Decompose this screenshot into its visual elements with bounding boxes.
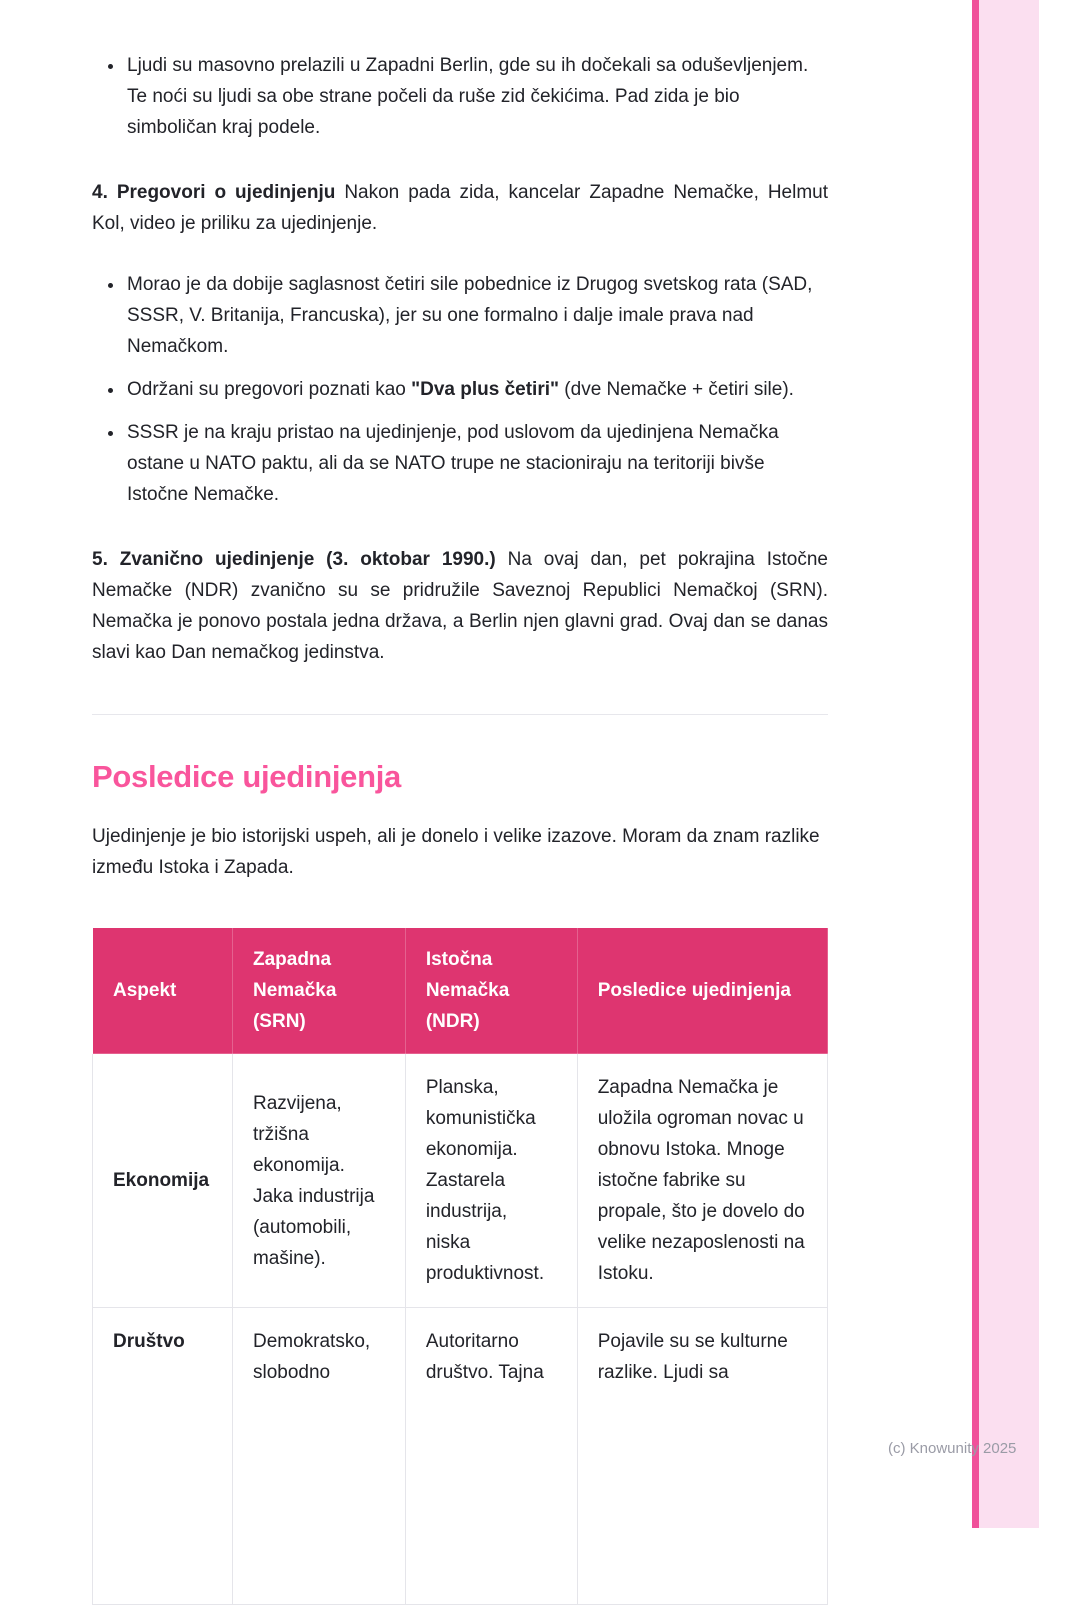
table-cell-consequence: Pojavile su se kulturne razlike. Ljudi sa bbox=[577, 1308, 827, 1605]
section-divider bbox=[92, 714, 828, 715]
table-cell-west: Razvijena, tržišna ekonomija. Jaka industrija (automobili, mašine). bbox=[232, 1054, 405, 1308]
table-row bbox=[93, 1308, 828, 1605]
table-header-consequences: Posledice ujedinjenja bbox=[577, 928, 827, 1054]
table-cell-aspect: Ekonomija bbox=[93, 1054, 233, 1308]
table-cell-east: Planska, komunistička ekonomija. Zastarela industrija, niska produktivnost. bbox=[405, 1054, 577, 1308]
comparison-table bbox=[92, 927, 828, 1605]
bullet-item bbox=[125, 417, 828, 510]
bullet-text-after: (dve Nemačke + četiri sile). bbox=[559, 379, 794, 400]
section-heading: Posledice ujedinjenja bbox=[92, 759, 401, 794]
bullet-item bbox=[125, 374, 828, 405]
table-header-west-germany: Zapadna Nemačka (SRN) bbox=[232, 928, 405, 1054]
table-row bbox=[93, 1054, 828, 1308]
table-header-row bbox=[93, 928, 828, 1054]
table-cell-west: Demokratsko, slobodno bbox=[232, 1308, 405, 1605]
bullet-text-before: Održani su pregovori poznati kao bbox=[127, 379, 412, 400]
table-cell-east: Autoritarno društvo. Tajna bbox=[405, 1308, 577, 1605]
copyright-watermark: (c) Knowunity 2025 bbox=[888, 1440, 1017, 1457]
section5-title: 5. Zvanično ujedinjenje (3. oktobar 1990.) bbox=[92, 549, 496, 570]
bullet-text: SSSR je na kraju pristao na ujedinjenje, pod uslovom da ujedinjena Nemačka ostane u NATO paktu, ali da se NATO trupe ne stacioniraju na teritoriji bivše Istočne Nemačke. bbox=[127, 422, 779, 505]
right-margin-stripe bbox=[979, 0, 1039, 1528]
section4-text: Nakon pada zida, kancelar Zapadne Nemačke, Helmut Kol, video je priliku za ujedinjenje. bbox=[92, 182, 828, 234]
bullet-text: Morao je da dobije saglasnost četiri sile pobednice iz Drugog svetskog rata (SAD, SSSR, V. Britanija, Francuska), jer su one formalno i dalje imale prava nad Nemačkom. bbox=[127, 274, 813, 357]
bullet-text: Ljudi su masovno prelazili u Zapadni Berlin, gde su ih dočekali sa oduševljenjem. Te noći su ljudi sa obe strane počeli da ruše zid čekićima. Pad zida je bio simboličan kraj podele. bbox=[127, 55, 809, 138]
table-header-east-germany: Istočna Nemačka (NDR) bbox=[405, 928, 577, 1054]
table-cell-aspect: Društvo bbox=[93, 1308, 233, 1605]
section5-text: Na ovaj dan, pet pokrajina Istočne Nemačke (NDR) zvanično su se pridružile Saveznoj Republici Nemačkoj (SRN). Nemačka je ponovo postala jedna država, a Berlin njen glavni grad. Ovaj dan se danas slavi kao Dan nemačkog jedinstva. bbox=[92, 549, 828, 663]
right-accent-line bbox=[972, 0, 979, 1528]
paragraph-consequences-intro: Ujedinjenje je bio istorijski uspeh, ali je donelo i velike izazove. Moram da znam razlike između Istoka i Zapada. bbox=[92, 826, 820, 878]
bullet-text-bold: "Dva plus četiri" bbox=[411, 379, 560, 400]
document-content bbox=[92, 0, 828, 1605]
bullet-item bbox=[125, 50, 828, 143]
bullet-item bbox=[125, 269, 828, 362]
paragraph-section5 bbox=[92, 544, 828, 668]
table-header-aspect: Aspekt bbox=[93, 928, 233, 1054]
section4-bullet-list bbox=[92, 269, 828, 510]
paragraph-section4 bbox=[92, 177, 828, 239]
table-cell-consequence: Zapadna Nemačka je uložila ogroman novac u obnovu Istoka. Mnoge istočne fabrike su propale, što je dovelo do velike nezaposlenosti na Istoku. bbox=[577, 1054, 827, 1308]
section4-title: 4. Pregovori o ujedinjenju bbox=[92, 182, 336, 203]
intro-bullet-list bbox=[92, 50, 828, 143]
